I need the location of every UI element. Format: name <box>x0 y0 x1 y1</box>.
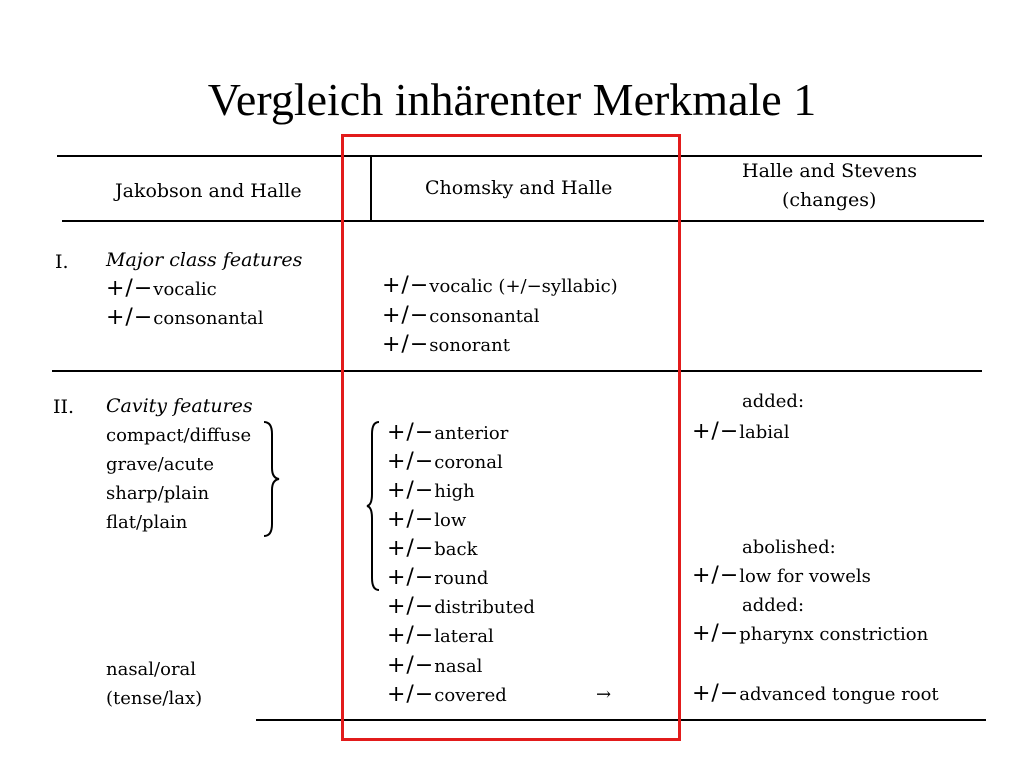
ch-feature-low: +/−low <box>387 507 467 532</box>
jh-feature-nasal-oral: nasal/oral <box>106 659 197 680</box>
hs-feature-labial: +/−labial <box>692 419 790 444</box>
ch-feature-high: +/−high <box>387 478 475 503</box>
covered-arrow-icon: → <box>596 684 612 705</box>
section-2-heading: Cavity features <box>106 395 253 417</box>
jh-feature-flat-plain: flat/plain <box>106 512 188 533</box>
hs-feature-pharynx: +/−pharynx constriction <box>692 621 929 646</box>
ch-feature-vocalic: +/−vocalic (+/−syllabic) <box>382 273 618 298</box>
header-chomsky-halle: Chomsky and Halle <box>425 177 613 199</box>
hs-abolished-label: abolished: <box>742 537 836 558</box>
ch-feature-distributed: +/−distributed <box>387 594 535 619</box>
header-changes: (changes) <box>782 189 877 211</box>
jh-feature-vocalic: +/−vocalic <box>106 276 217 301</box>
jh-feature-compact-diffuse: compact/diffuse <box>106 425 252 446</box>
ch-feature-nasal: +/−nasal <box>387 653 483 678</box>
ch-feature-anterior: +/−anterior <box>387 420 509 445</box>
ch-feature-back: +/−back <box>387 536 478 561</box>
jh-feature-tense-lax: (tense/lax) <box>106 688 203 709</box>
section-1-heading: Major class features <box>106 249 303 271</box>
hs-feature-atr: +/−advanced tongue root <box>692 681 939 706</box>
slide-title: Vergleich inhärenter Merkmale 1 <box>207 74 817 125</box>
header-halle-stevens: Halle and Stevens <box>742 160 917 182</box>
ch-feature-sonorant: +/−sonorant <box>382 332 510 357</box>
jh-cavity-brace <box>260 420 282 538</box>
header-jakobson-halle: Jakobson and Halle <box>115 180 302 202</box>
jh-feature-sharp-plain: sharp/plain <box>106 483 210 504</box>
ch-feature-covered: +/−covered <box>387 682 507 707</box>
hs-added-label-1: added: <box>742 391 805 412</box>
hs-feature-low-for-vowels: +/−low for vowels <box>692 563 871 588</box>
ch-feature-round: +/−round <box>387 565 489 590</box>
ch-feature-lateral: +/−lateral <box>387 623 494 648</box>
section-1-numeral: I. <box>55 251 69 273</box>
section-2-numeral: II. <box>53 396 75 418</box>
ch-feature-consonantal: +/−consonantal <box>382 303 540 328</box>
jh-feature-consonantal: +/−consonantal <box>106 305 264 330</box>
jh-feature-grave-acute: grave/acute <box>106 454 215 475</box>
chomsky-halle-highlight-frame <box>341 134 681 741</box>
hs-added-label-2: added: <box>742 595 805 616</box>
ch-feature-coronal: +/−coronal <box>387 449 503 474</box>
